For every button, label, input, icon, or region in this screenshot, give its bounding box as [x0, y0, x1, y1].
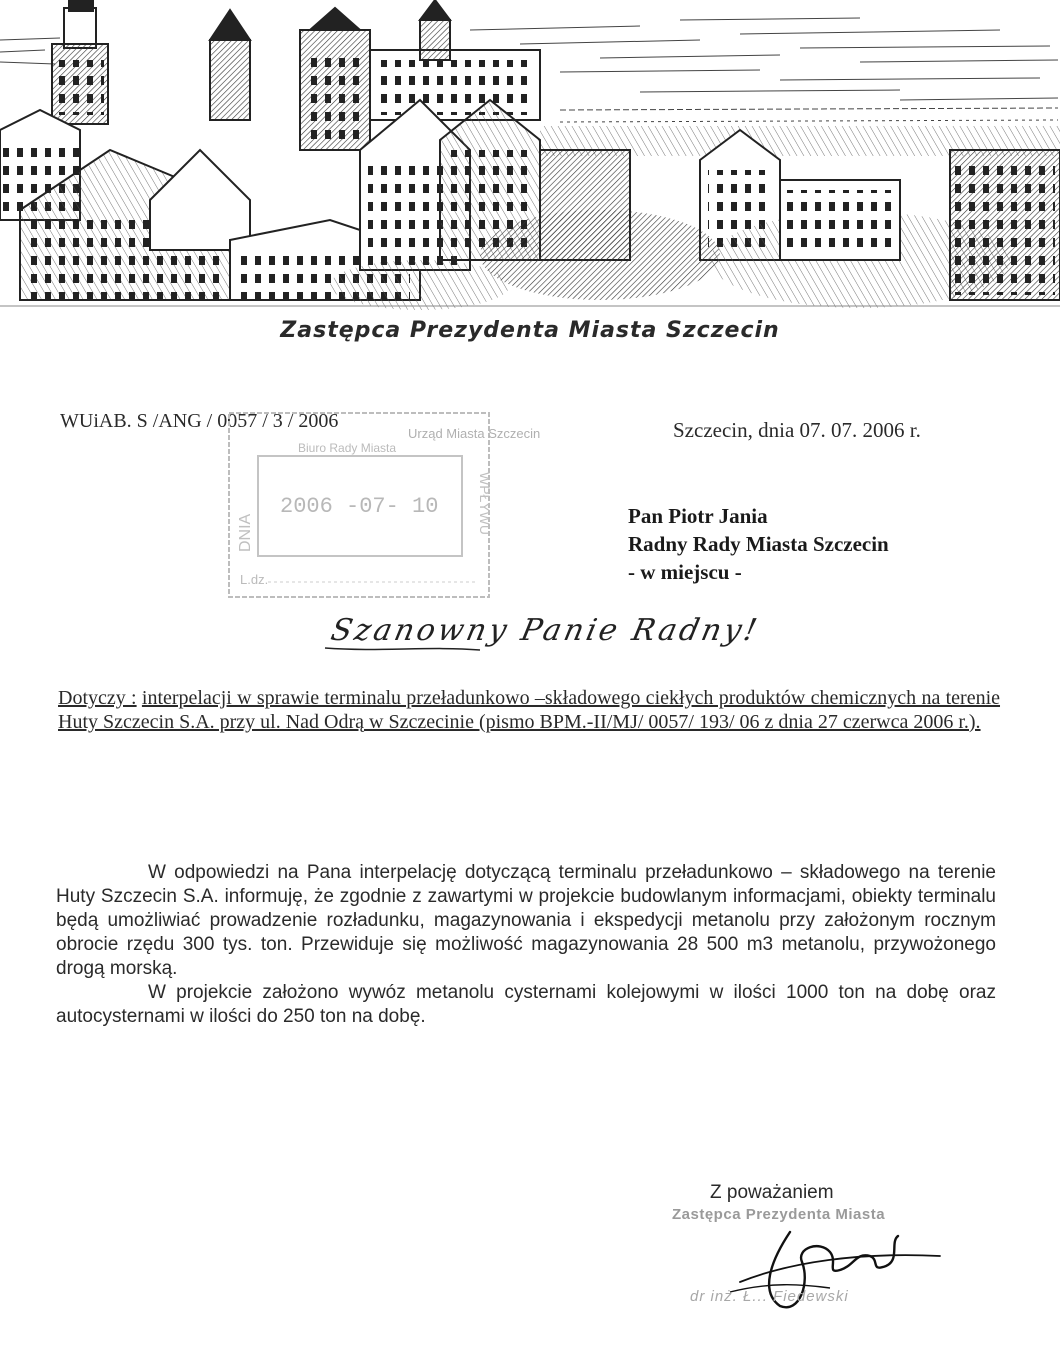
salutation-text: Szanowny Panie Radny! — [327, 613, 763, 648]
tower-middle — [210, 10, 250, 120]
subject-label: Dotyczy : — [58, 687, 137, 709]
stamp-footer: L.dz. — [240, 572, 269, 587]
stamp-line1: Urząd Miasta Szczecin — [408, 426, 541, 441]
signatory-name: dr inż. Ł... Fiedewski — [690, 1288, 849, 1305]
recipient-role: Radny Rady Miasta Szczecin — [628, 532, 889, 556]
body-paragraph-1: W odpowiedzi na Pana interpelację dotyczącą terminalu przeładunkowo – składowego na terenie Huty Szczecin S.A. informuję, że zgodnie z zawartymi w projekcie budowlanym informacjami, obiekty terminalu będą umożliwiać prowadzenie rozładunku, magazynowania i ekspedycji metanolu przy założonym rocznym obrocie rzędu 300 tys. ton. Przewiduje się możliwość magazynowania 28 500 m3 metanolu, przywożonego drogą morską. — [56, 862, 996, 979]
body-paragraph-2: W projekcie założono wywóz metanolu cysternami kolejowymi w ilości 1000 ton na dobę oraz autocysternami w ilości do 250 ton na dobę. — [56, 982, 996, 1027]
letterhead-illustration — [0, 0, 1060, 312]
received-stamp — [228, 412, 541, 598]
letter-date: Szczecin, dnia 07. 07. 2006 r. — [673, 418, 921, 442]
subject-line — [58, 686, 1000, 734]
letter-body — [56, 861, 996, 1029]
handwritten-salutation — [320, 600, 800, 670]
reference-number: WUiAB. S /ANG / 0057 / 3 / 2006 — [60, 410, 339, 432]
signatory-title: Zastępca Prezydenta Miasta — [672, 1206, 886, 1223]
recipient-name: Pan Piotr Jania — [628, 504, 768, 528]
stamp-line2: Biuro Rady Miasta — [298, 441, 397, 455]
tower-left — [52, 0, 108, 124]
stamp-date: 2006 -07- 10 — [280, 494, 439, 519]
stamp-side-left: DNIA — [237, 513, 254, 552]
subject-text: interpelacji w sprawie terminalu przeładunkowo –składowego ciekłych produktów chemicznych na terenie Huty Szczecin S.A. przy ul. Nad Odrą w Szczecinie (pismo BPM.-II/MJ/ 0057/ 193/ 06 z dnia 27 czerwca 2006 r.). — [58, 687, 1001, 733]
stamp-side-right: WPŁYWU — [477, 472, 493, 535]
recipient-location: - w miejscu - — [628, 560, 742, 584]
closing: Z poważaniem — [710, 1182, 834, 1203]
office-title: Zastępca Prezydenta Miasta Szczecin — [280, 318, 780, 343]
recipient-block — [628, 502, 889, 586]
